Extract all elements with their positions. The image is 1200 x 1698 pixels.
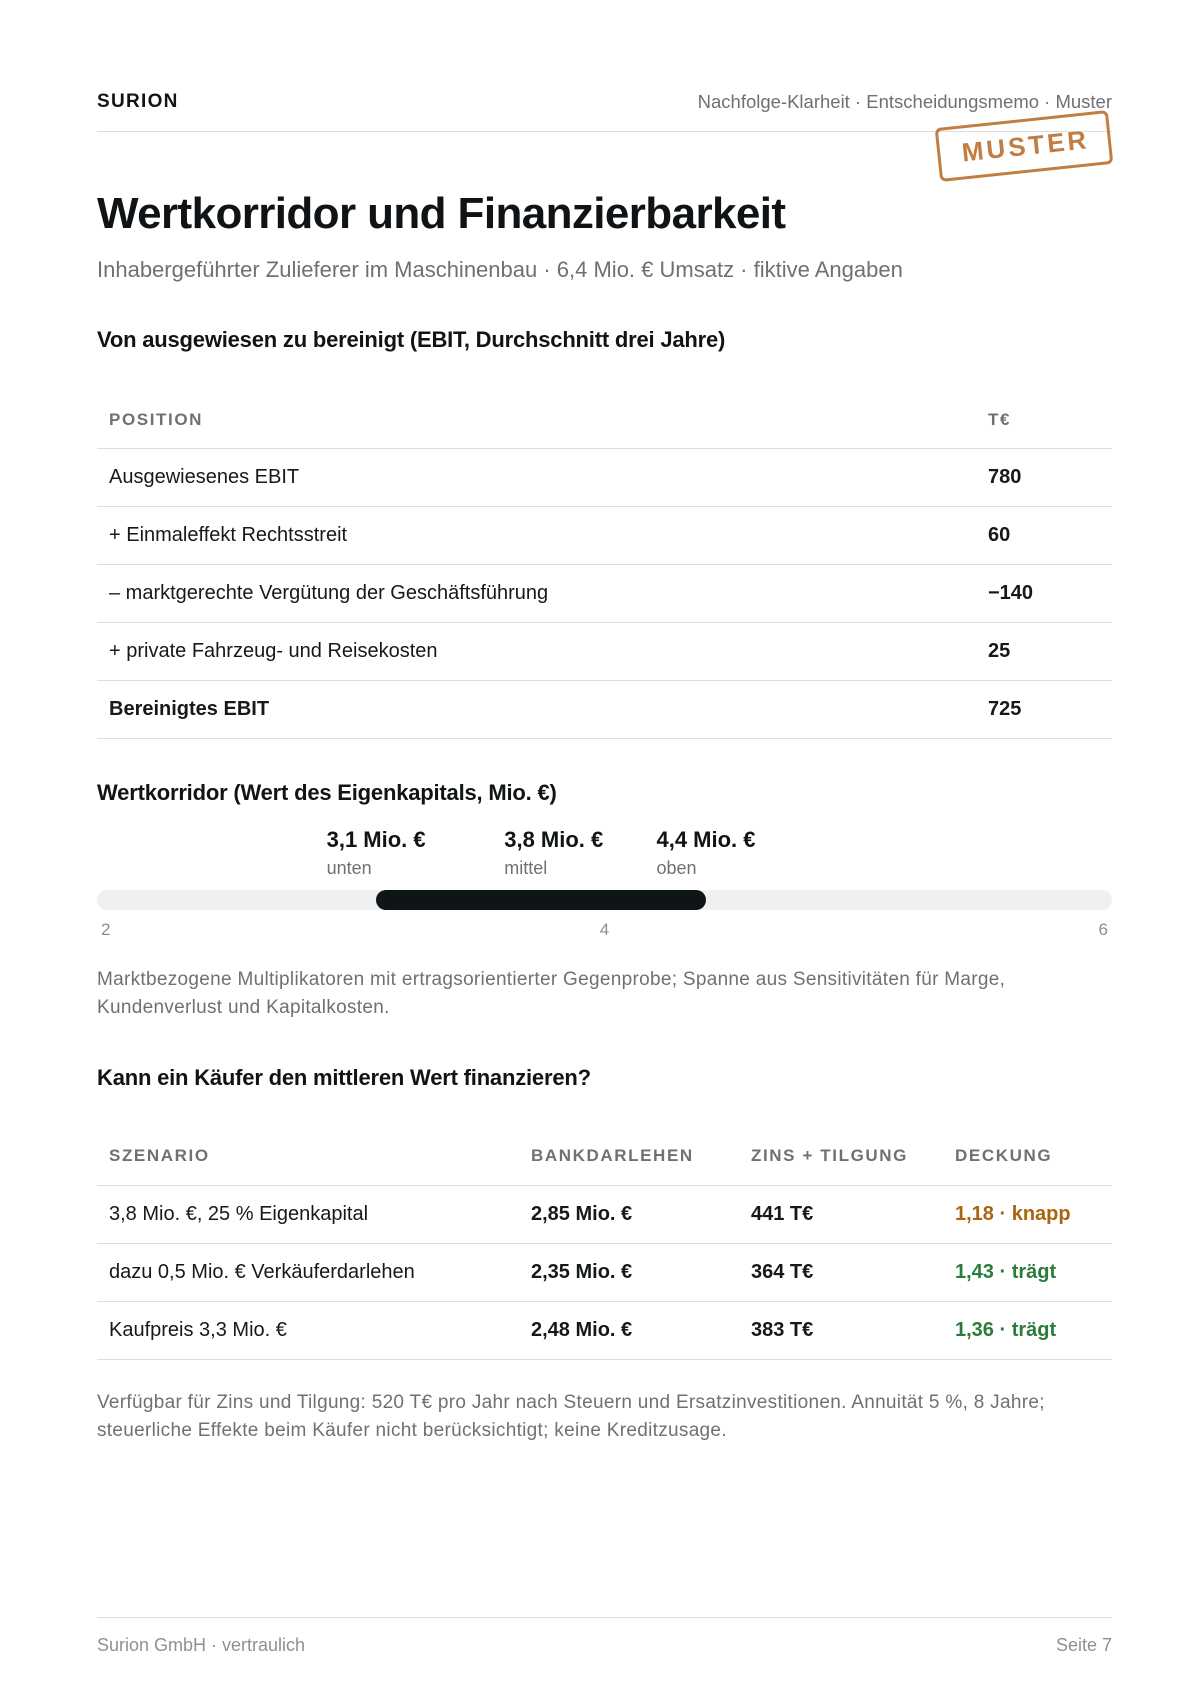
debt-service-cell: 364 T€: [739, 1243, 943, 1301]
section-heading-bridge: Von ausgewiesen zu bereinigt (EBIT, Durchschnitt drei Jahre): [97, 327, 726, 352]
corridor-track: [97, 890, 1112, 910]
marker-caption: oben: [656, 858, 697, 878]
marker-value-label: 3,1 Mio. €: [326, 827, 426, 852]
scenario-cell: Kaufpreis 3,3 Mio. €: [97, 1301, 519, 1359]
column-header-loan: BANKDARLEHEN: [519, 1128, 739, 1185]
row-label: Ausgewiesenes EBIT: [97, 448, 976, 506]
row-value: 25: [976, 622, 1112, 680]
table-header-row: [97, 392, 1112, 448]
table-row: [97, 622, 1112, 680]
marker-value-label: 3,8 Mio. €: [504, 827, 604, 852]
column-header-position: POSITION: [97, 392, 976, 448]
footer-company: Surion GmbH · vertraulich: [97, 1634, 306, 1655]
corridor-range: [376, 890, 706, 910]
debt-service-cell: 383 T€: [739, 1301, 943, 1359]
column-header-coverage: DECKUNG: [943, 1128, 1112, 1185]
scenario-cell: dazu 0,5 Mio. € Verkäuferdarlehen: [97, 1243, 519, 1301]
coverage-cell: 1,18 · knapp: [943, 1185, 1112, 1243]
column-header-value: T€: [976, 392, 1112, 448]
section-heading-corridor: Wertkorridor (Wert des Eigenkapitals, Mio. €): [97, 780, 557, 805]
corridor-marker-mid: [504, 826, 603, 879]
table-row: [97, 448, 1112, 506]
financing-footnote: Verfügbar für Zins und Tilgung: 520 T€ pro Jahr nach Steuern und Ersatzinvestitionen. Annuität 5 %, 8 Jahre; steuerliche Effekte beim Käufer nicht berücksichtigt; keine Kreditzusage.: [97, 1392, 1045, 1441]
debt-service-cell: 441 T€: [739, 1185, 943, 1243]
row-label: + Einmaleffekt Rechtsstreit: [97, 506, 976, 564]
loan-cell: 2,35 Mio. €: [519, 1243, 739, 1301]
loan-cell: 2,85 Mio. €: [519, 1185, 739, 1243]
table-row: [97, 1301, 1112, 1359]
coverage-cell: 1,43 · trägt: [943, 1243, 1112, 1301]
row-value: −140: [976, 564, 1112, 622]
financing-table: [97, 1128, 1112, 1360]
table-row: [97, 1185, 1112, 1243]
table-row: [97, 564, 1112, 622]
ebit-bridge-table: [97, 392, 1112, 739]
page-subtitle: Inhabergeführter Zulieferer im Maschinenbau · 6,4 Mio. € Umsatz · fiktive Angaben: [97, 257, 903, 282]
row-label: – marktgerechte Vergütung der Geschäftsführung: [97, 564, 976, 622]
axis-tick-label: 4: [599, 920, 610, 939]
value-corridor: [97, 826, 1112, 950]
document-meta: Nachfolge-Klarheit · Entscheidungsmemo · Muster: [697, 91, 1112, 112]
loan-cell: 2,48 Mio. €: [519, 1301, 739, 1359]
row-value: 725: [976, 680, 1112, 738]
table-header-row: [97, 1128, 1112, 1185]
corridor-marker-high: [656, 826, 755, 879]
axis-tick-label: 2: [101, 920, 111, 939]
column-header-debt-service: ZINS + TILGUNG: [739, 1128, 943, 1185]
table-row: [97, 506, 1112, 564]
column-header-scenario: SZENARIO: [97, 1128, 519, 1185]
marker-caption: unten: [326, 858, 372, 878]
corridor-marker-low: [327, 826, 426, 879]
table-row-total: [97, 680, 1112, 738]
section-heading-financing: Kann ein Käufer den mittleren Wert finanzieren?: [97, 1065, 591, 1090]
page-footer: [97, 1634, 1112, 1656]
page-title: Wertkorridor und Finanzierbarkeit: [97, 189, 786, 238]
row-label: Bereinigtes EBIT: [97, 680, 976, 738]
marker-caption: mittel: [504, 858, 548, 878]
brand-logo-text: SURION: [97, 91, 179, 112]
footer-divider: [97, 1617, 1112, 1618]
page-header: [97, 87, 1112, 117]
sample-stamp: MUSTER: [935, 110, 1114, 182]
row-label: + private Fahrzeug- und Reisekosten: [97, 622, 976, 680]
row-value: 780: [976, 448, 1112, 506]
axis-tick-label: 6: [1098, 920, 1108, 939]
corridor-note: Marktbezogene Multiplikatoren mit ertragsorientierter Gegenprobe; Spanne aus Sensitivitäten für Marge, Kundenverlust und Kapitalkosten.: [97, 969, 1006, 1018]
table-row: [97, 1243, 1112, 1301]
marker-value-label: 4,4 Mio. €: [656, 827, 756, 852]
row-value: 60: [976, 506, 1112, 564]
page-number: Seite 7: [1055, 1634, 1112, 1655]
scenario-cell: 3,8 Mio. €, 25 % Eigenkapital: [97, 1185, 519, 1243]
coverage-cell: 1,36 · trägt: [943, 1301, 1112, 1359]
